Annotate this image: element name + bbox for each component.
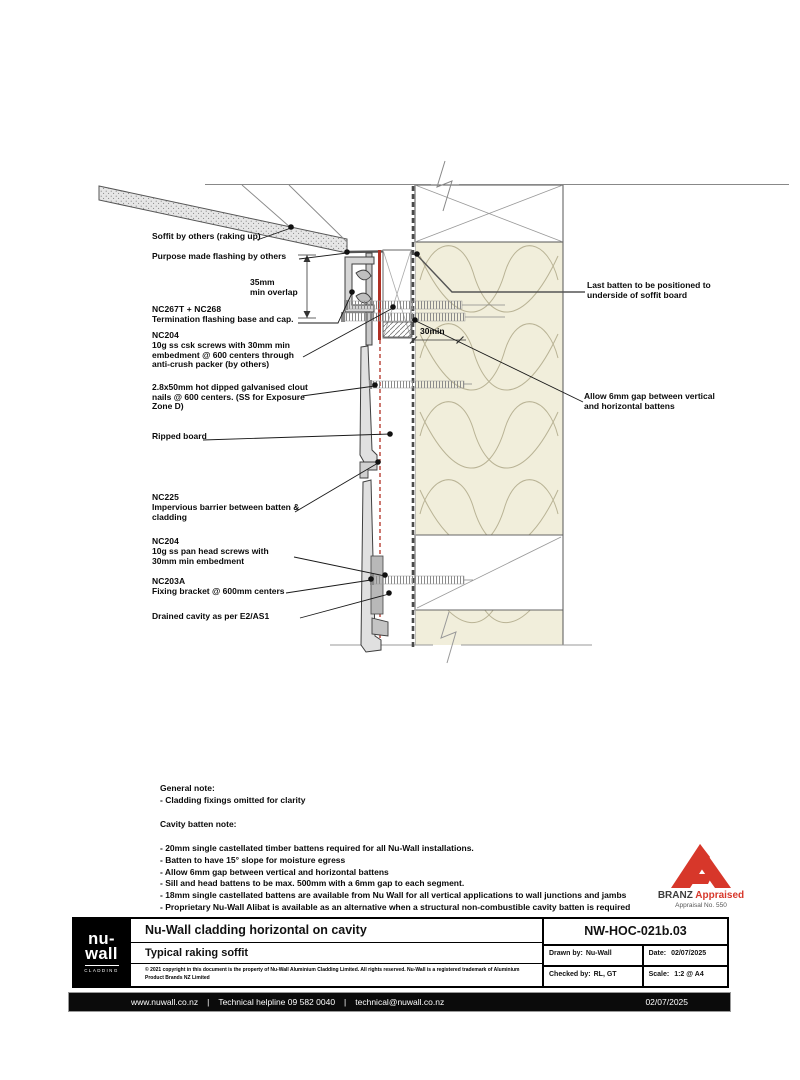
- footer-bar: [68, 992, 731, 1012]
- branz-appraised-badge: [643, 841, 759, 909]
- branz-logo-icon: [665, 841, 737, 889]
- footer-helpline: Technical helpline 09 582 0040: [218, 997, 336, 1007]
- date-value: 02/07/2025: [671, 950, 707, 957]
- footer-contact: www.nuwall.co.nz | Technical helpline 09 582 0040 | technical@nuwall.co.nz: [131, 997, 445, 1007]
- label-nc225-code: NC225: [152, 492, 179, 502]
- note-line: - Allow 6mm gap between vertical and horizontal battens: [160, 866, 389, 877]
- footer-website: www.nuwall.co.nz: [131, 997, 199, 1007]
- title-cell: [131, 919, 544, 986]
- footer-date: 02/07/2025: [645, 997, 688, 1007]
- note-line: - Cladding fixings omitted for clarity: [160, 794, 306, 805]
- branz-label: BRANZ Appraised: [657, 890, 745, 901]
- logo-divider: [85, 965, 119, 966]
- label-purpose-flashing: Purpose made flashing by others: [152, 251, 287, 261]
- nuwall-logo: nu- wall CLADDING: [74, 919, 129, 986]
- dimension-30min-label: 30min: [420, 326, 445, 336]
- meta-cell: [544, 919, 727, 986]
- drawing-title: Nu-Wall cladding horizontal on cavity: [131, 919, 542, 943]
- note-line: - 18mm single castellated battens are available from Nu Wall for all vertical applications to wall junctions and jambs: [160, 890, 627, 901]
- date-cell: Date: 02/07/2025: [644, 946, 727, 965]
- drawn-date-row: [544, 946, 727, 967]
- label-clout-nails: 2.8x50mm hot dipped galvanised clout nails @ 600 centers. (SS for Exposure Zone D): [152, 382, 308, 412]
- label-nc267-code: NC267T + NC268: [152, 304, 222, 314]
- label-nc204-csk-code: NC204: [152, 330, 179, 340]
- checked-by-value: RL, GT: [593, 971, 617, 978]
- general-note-title: General note:: [160, 783, 215, 793]
- label-nc204-pan-code: NC204: [152, 536, 179, 546]
- scale-cell: Scale: 1:2 @ A4: [644, 967, 727, 986]
- label-batten-gap: Allow 6mm gap between vertical and horizontal battens: [584, 391, 715, 411]
- checked-by-cell: Checked by: RL, GT: [544, 967, 644, 986]
- label-nc203a-code: NC203A: [152, 576, 186, 586]
- cavity-batten-note-title: Cavity batten note:: [160, 818, 237, 829]
- drawn-by-value: Nu-Wall: [585, 950, 612, 957]
- label-nc267-desc: Termination flashing base and cap.: [152, 314, 294, 324]
- note-line: - Batten to have 15° slope for moisture egress: [160, 854, 346, 865]
- title-block: [72, 917, 729, 988]
- dimension-35mm-label: 35mm min overlap: [250, 277, 298, 297]
- logo-cell: [74, 919, 131, 986]
- note-line: - Sill and head battens to be max. 500mm with a 6mm gap to each segment.: [160, 878, 465, 889]
- soffit-board: [99, 185, 412, 253]
- branz-appraisal-number: Appraisal No. 550: [675, 902, 727, 909]
- note-line: - 20mm single castellated timber battens required for all Nu-Wall installations.: [160, 842, 474, 853]
- checked-scale-row: [544, 967, 727, 986]
- cladding-profiles: [360, 346, 388, 652]
- dimension-35mm: [298, 255, 316, 318]
- footer-email: technical@nuwall.co.nz: [355, 997, 445, 1007]
- drawn-by-cell: Drawn by: Nu-Wall: [544, 946, 644, 965]
- label-last-batten: Last batten to be positioned to underside of soffit board: [587, 280, 711, 300]
- label-nc204-pan-desc: 10g ss pan head screws with 30mm min embedment: [152, 546, 269, 566]
- copyright-text: © 2021 copyright in this document is the property of Nu-Wall Aluminium Cladding Limited. All rights reserved. Nu-Wall is a registered trademark of Aluminium Product Brands NZ Limited: [145, 967, 520, 981]
- label-nc203a-desc: Fixing bracket @ 600mm centers: [152, 586, 285, 596]
- note-line: - Proprietary Nu-Wall Alibat is available as an alternative when a structural non-combustible cavity batten is required: [160, 902, 631, 913]
- label-nc204-csk-desc: 10g ss csk screws with 30mm min embedment @ 600 centers through anti-crush packer (by others): [152, 340, 294, 370]
- scale-value: 1:2 @ A4: [674, 971, 704, 978]
- drawing-number: NW-HOC-021b.03: [544, 919, 727, 946]
- notes-block: [160, 783, 685, 914]
- label-soffit: Soffit by others (raking up): [152, 231, 261, 241]
- label-ripped-board: Ripped board: [152, 431, 207, 441]
- drawing-subtitle: Typical raking soffit: [131, 943, 542, 964]
- label-nc225-desc: Impervious barrier between batten & cladding: [152, 502, 300, 522]
- label-drained-cavity: Drained cavity as per E2/AS1: [152, 611, 270, 621]
